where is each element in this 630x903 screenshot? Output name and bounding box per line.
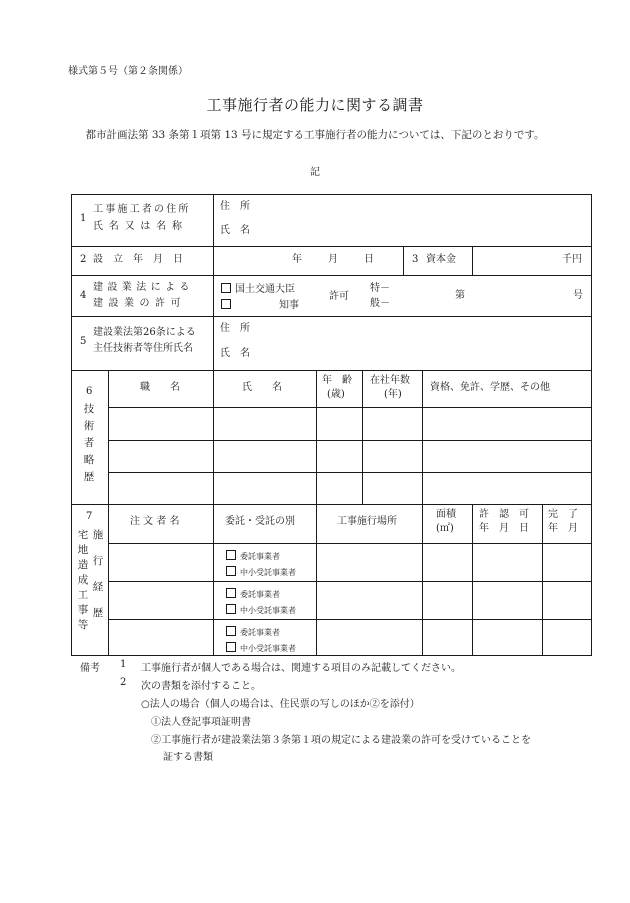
option-commissioner[interactable]: 委託事業者	[226, 588, 280, 599]
row-divider	[71, 275, 592, 276]
option-minister[interactable]: 国土交通大臣	[221, 283, 295, 295]
checkbox[interactable]	[226, 566, 236, 576]
row7-vertical-label-right: 施 行 経 歴	[92, 529, 104, 619]
month-label: 月	[328, 254, 338, 265]
page-title: 工事施行者の能力に関する調書	[206, 96, 424, 114]
checkbox[interactable]	[221, 299, 231, 309]
col-divider	[422, 370, 423, 656]
row-divider	[108, 472, 592, 473]
header-age-unit: (歳)	[327, 389, 345, 400]
option-governor[interactable]: 知事	[221, 299, 299, 311]
row5-name-label: 氏 名	[220, 348, 250, 359]
header-age: 年 齢	[322, 375, 352, 386]
option-commissioner[interactable]: 委託事業者	[226, 626, 280, 637]
header-years: 在社年数	[370, 375, 410, 386]
row-divider	[71, 246, 592, 247]
col-divider	[362, 370, 363, 505]
statement-text: 都市計画法第 33 条第１項第 13 号に規定する工事施行者の能力については、下記のとおりです。	[85, 129, 545, 141]
option-sme-contractor[interactable]: 中小受託事業者	[226, 604, 296, 615]
header-orderer: 注 文 者 名	[130, 516, 180, 527]
dai-label: 第	[455, 290, 465, 301]
checkbox[interactable]	[226, 550, 236, 560]
col-divider	[403, 246, 404, 276]
form-number: 様式第５号（第２条関係）	[68, 66, 188, 77]
header-work-location: 工事施行場所	[337, 516, 397, 527]
header-job-title: 職 名	[140, 382, 180, 393]
checkbox[interactable]	[221, 283, 231, 293]
checkbox[interactable]	[226, 588, 236, 598]
row-divider	[108, 543, 592, 544]
ki-label: 記	[310, 167, 320, 178]
checkbox[interactable]	[226, 626, 236, 636]
header-completion-date: 年 月	[548, 523, 578, 534]
row4-label-line1: 建設業法による	[93, 282, 194, 293]
col-divider	[213, 194, 214, 371]
row6-number: 6	[86, 386, 93, 397]
permit-label: 許可	[329, 291, 349, 302]
option-commissioner[interactable]: 委託事業者	[226, 550, 280, 561]
row5-address-label: 住 所	[220, 323, 250, 334]
header-area: 面積	[436, 509, 456, 520]
note2-number: 2	[120, 677, 127, 688]
row7-number: 7	[86, 511, 93, 522]
note1-text: 工事施行者が個人である場合は、関連する項目のみ記載してください。	[141, 663, 461, 674]
col-divider	[316, 370, 317, 656]
row3-number: 3	[412, 254, 419, 265]
row5-label-line2: 主任技術者等住所氏名	[93, 343, 193, 354]
note2a-text: ○法人の場合（個人の場合は、住民票の写しのほか②を添付）	[141, 699, 420, 710]
notes-label: 備考	[80, 663, 100, 674]
row1-label-line1: 工事施工者の住所	[93, 204, 191, 215]
day-label: 日	[364, 254, 374, 265]
note2a2-text-cont: 証する書類	[163, 752, 213, 763]
header-area-unit: (㎡)	[436, 523, 454, 534]
col-divider	[108, 370, 109, 656]
row5-label-line1: 建設業法第26条による	[93, 327, 196, 338]
row1-number: 1	[80, 213, 87, 224]
option-sme-contractor[interactable]: 中小受託事業者	[226, 566, 296, 577]
row-divider	[71, 504, 592, 505]
row6-vertical-label: 技 術 者 略 歴	[83, 403, 95, 483]
row-divider	[108, 619, 592, 620]
row-divider	[71, 316, 592, 317]
note2a2-text: ②工事施行者が建設業法第３条第１項の規定による建設業の許可を受けていることを	[151, 735, 531, 746]
capital-unit: 千円	[562, 254, 582, 265]
header-qualifications: 資格、免許、学歴、その他	[430, 382, 550, 393]
header-name: 氏 名	[242, 382, 282, 393]
year-label: 年	[292, 254, 302, 265]
col-divider	[472, 246, 473, 276]
header-commission-type: 委託・受託の別	[225, 516, 295, 527]
go-label: 号	[573, 290, 583, 301]
row1-name-label: 氏 名	[220, 225, 250, 236]
special-label: 特－	[370, 283, 390, 294]
header-permit: 許 認 可	[479, 509, 529, 520]
capital-label: 資本金	[426, 254, 456, 265]
header-completion: 完 了	[548, 509, 578, 520]
col-divider	[472, 504, 473, 656]
row2-number: 2	[80, 254, 87, 265]
checkbox[interactable]	[226, 604, 236, 614]
general-label: 般－	[370, 298, 390, 309]
header-permit-date: 年 月 日	[479, 523, 529, 534]
col-divider	[213, 370, 214, 656]
header-years-unit: (年)	[384, 389, 402, 400]
row2-label: 設 立 年 月 日	[93, 254, 183, 265]
row5-number: 5	[80, 336, 87, 347]
note2-text: 次の書類を添付すること。	[141, 681, 261, 692]
row4-label-line2: 建設業の許可	[93, 298, 186, 309]
row1-label-line2: 氏名又は名称	[93, 221, 188, 232]
note2a1-text: ①法人登記事項証明書	[151, 717, 251, 728]
row-divider	[108, 440, 592, 441]
row-divider	[108, 581, 592, 582]
row-divider	[108, 407, 592, 408]
row7-vertical-label-left: 宅 地 造 成 工 事 等	[77, 529, 89, 631]
row1-address-label: 住 所	[220, 201, 250, 212]
row-divider	[71, 370, 592, 371]
option-sme-contractor[interactable]: 中小受託事業者	[226, 642, 296, 653]
note1-number: 1	[120, 659, 127, 670]
col-divider	[542, 504, 543, 656]
row4-number: 4	[80, 290, 87, 301]
checkbox[interactable]	[226, 642, 236, 652]
